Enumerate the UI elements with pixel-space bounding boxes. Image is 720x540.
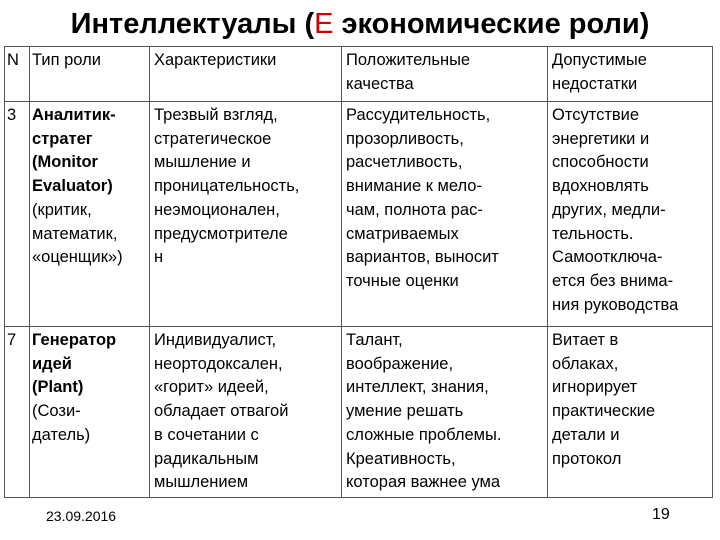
role-alias: (критик, математик, «оценщик»)	[32, 200, 123, 267]
characteristics-cell: Индивидуалист, неортодоксален, «горит» идеей, обладает отвагой в сочетании с радикальным мышлением	[150, 327, 342, 498]
role-cell	[30, 327, 150, 498]
slide-title	[0, 4, 720, 44]
positive-qualities-cell: Талант, воображение, интеллект, знания, умение решать сложные проблемы. Креативность, которая важнее ума	[342, 327, 548, 498]
table-header-row	[5, 47, 713, 102]
header-allowable-drawbacks: Допустимые недостатки	[548, 47, 713, 102]
role-name: Генератор идей (Plant)	[32, 331, 117, 397]
table-row	[5, 102, 713, 327]
positive-qualities-cell: Рассудительность, прозорливость, расчетливость, внимание к мело- чам, полнота рас- сматриваемых вариантов, выносит точные оценки	[342, 102, 548, 327]
header-characteristics: Характеристики	[150, 47, 342, 102]
title-accent: Е	[314, 8, 334, 40]
drawbacks-cell: Витает в облаках, игнорирует практические детали и протокол	[548, 327, 713, 498]
table-row	[5, 327, 713, 498]
roles-table	[4, 46, 713, 498]
row-number: 7	[5, 327, 30, 498]
header-role-type: Тип роли	[30, 47, 150, 102]
role-cell	[30, 102, 150, 327]
role-name: Аналитик- стратег (Monitor Evaluator)	[32, 106, 116, 196]
characteristics-cell: Трезвый взгляд, стратегическое мышление и проницательность, неэмоционален, предусмотрителе н	[150, 102, 342, 327]
title-prefix: Интеллектуалы (	[70, 8, 315, 40]
row-number: 3	[5, 102, 30, 327]
header-positive-qualities: Положительные качества	[342, 47, 548, 102]
title-suffix: экономические роли)	[333, 8, 650, 40]
footer-date: 23.09.2016	[46, 508, 117, 524]
page-number: 19	[652, 506, 670, 523]
header-number: N	[5, 47, 30, 102]
drawbacks-cell: Отсутствие энергетики и способности вдохновлять других, медли- тельность. Самоотключа- ется без внима- ния руководства	[548, 102, 713, 327]
role-alias: (Сози- датель)	[32, 402, 91, 444]
